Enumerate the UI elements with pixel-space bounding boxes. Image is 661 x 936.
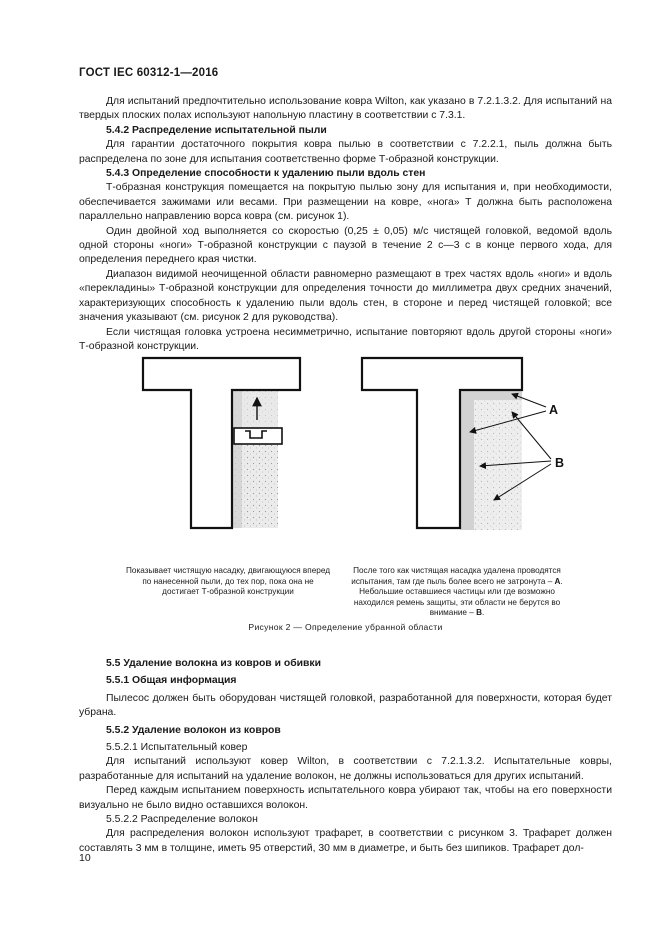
label-b: B [555, 456, 565, 470]
paragraph-5-5-2-1b: Перед каждым испытанием поверхность испытательного ковра убирают так, чтобы на его поверхности визуально не было видно оставшихся волокон. [79, 785, 612, 811]
heading-5-5-1: 5.5.1 Общая информация [106, 675, 237, 687]
caption-right-label-a: А [554, 576, 561, 586]
heading-5-5-2-1: 5.5.2.1 Испытательный ковер [106, 742, 248, 754]
figure-caption-left: Показывает чистящую насадку, двигающуюся вперед по нанесенной пыли, до тех пор, пока она не достигает Т-образной конструкции [126, 566, 330, 597]
heading-5-5-2: 5.5.2 Удаление волокон из ковров [106, 724, 281, 736]
left-dust-zone [232, 388, 278, 528]
page-number: 10 [79, 852, 91, 864]
caption-right-text-end: . [482, 608, 485, 618]
figure-caption-right [338, 566, 576, 619]
paragraph-5-4-3-1: Т-образная конструкция помещается на покрытую пылью зону для испытания и, при необходимости, обеспечивается зажимами или весами. При размещении на ковре, «нога» Т должна быть расположена параллельно направлению ворса ковра (см. рисунок 1). [79, 182, 612, 223]
paragraph-5-4-2: Для гарантии достаточного покрытия ковра пылью в соответствии с 7.2.2.1, пыль должна быть распределена по зоне для испытания соответственно форме Т-образной конструкции. [79, 139, 612, 165]
paragraph-5-4-3-3: Диапазон видимой неочищенной области равномерно размещают в трех частях вдоль «ноги» и вдоль «перекладины» Т-образной конструкции для определения точности до миллиметра двух средних значений, характеризующих способность к удалению пыли вдоль стен, в стороне и перед чистящей головкой; все значения указывают (см. рисунок 2 для руководства). [79, 268, 612, 324]
paragraph-5-5-2-2: Для распределения волокон используют трафарет, в соответствии с рисунком 3. Трафарет должен составлять 3 мм в толщине, иметь 95 отверстий, 30 мм в диаметре, и быть без шипиков. Трафарет дол- [79, 828, 612, 854]
heading-5-5-2-2: 5.5.2.2 Распределение волокон [106, 814, 258, 826]
heading-5-4-2: 5.4.2 Распределение испытательной пыли [106, 124, 327, 136]
caption-right-text-mid: . Небольшие оставшиеся частицы или где возможно находился ремень защиты, эти области не берутся во внимание – [353, 576, 563, 618]
document-header: ГОСТ IEC 60312-1—2016 [79, 67, 219, 79]
right-dust-zone [460, 390, 522, 530]
heading-5-4-3: 5.4.3 Определение способности к удалению пыли вдоль стен [106, 168, 426, 180]
cleaning-head-icon [234, 428, 282, 444]
paragraph-5-5-1: Пылесос должен быть оборудован чистящей головкой, разработанной для поверхности, которая будет убрана. [79, 692, 612, 719]
label-a: A [549, 403, 559, 417]
heading-5-5: 5.5 Удаление волокна из ковров и обивки [106, 658, 321, 669]
paragraph-5-4-3-4: Если чистящая головка устроена несимметрично, испытание повторяют вдоль другой стороны «ноги» Т-образной конструкции. [79, 326, 612, 352]
caption-right-text: После того как чистящая насадка удалена проводятся испытания, там где пыль более всего не затронута – [351, 566, 561, 586]
figure-title: Рисунок 2 — Определение убранной области [248, 622, 443, 632]
caption-right-label-b: В [476, 608, 483, 618]
paragraph-5-5-2-1a: Для испытаний используют ковер Wilton, в соответствии с 7.2.1.3.2. Испытательные ковры, разработанные для испытаний на удаление волокон, не должны использоваться для других испытаний. [79, 756, 612, 782]
paragraph-intro: Для испытаний предпочтительно использование ковра Wilton, как указано в 7.2.1.3.2. Для испытаний на твердых плоских полах используют напольную пластину в соответствии с 7.3.1. [79, 96, 612, 122]
paragraph-5-4-3-2: Один двойной ход выполняется со скоростью (0,25 ± 0,05) м/с чистящей головкой, ведомой вдоль одной стороны «ноги» Т-образной конструкции с паузой в течение 2 с—3 с в конце первого хода, для определения переднего края чистки. [79, 225, 612, 266]
text-block-5-5 [79, 657, 612, 856]
